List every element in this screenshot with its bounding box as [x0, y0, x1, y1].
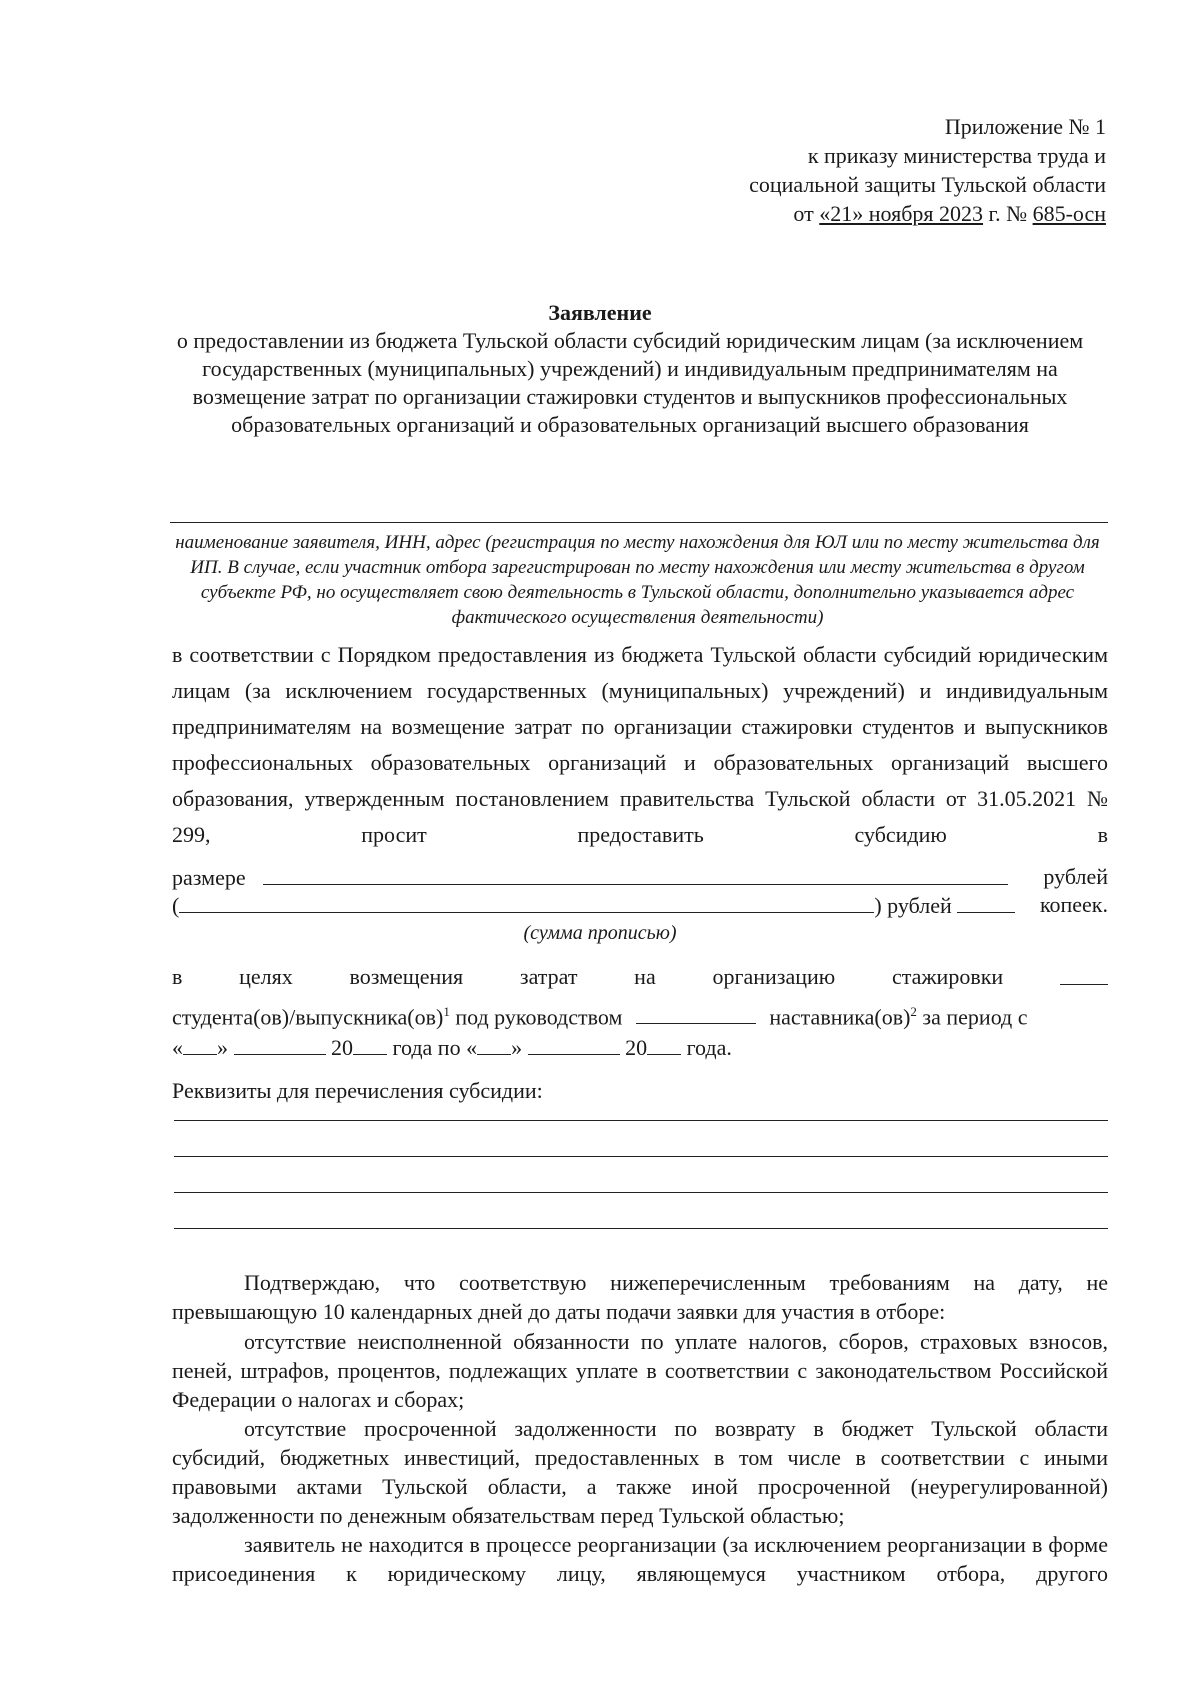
- order-number: 685-осн: [1032, 201, 1106, 226]
- close-rubles: ) рублей: [874, 893, 952, 918]
- appendix-line-1: Приложение № 1: [944, 114, 1106, 139]
- open-paren: (: [172, 893, 180, 918]
- period-line: [172, 1032, 1108, 1063]
- under-label: под руководством: [455, 1004, 623, 1030]
- period-end-label: года.: [686, 1035, 732, 1060]
- confirm-item-3: заявитель не находится в процессе реорганизации (за исключением реорганизации в форме присоединения к юридическому лицу, являющемуся участником отбора, другого: [172, 1532, 1108, 1586]
- students-label: студента(ов)/выпускника(ов): [172, 1004, 444, 1030]
- purpose-line-2: [172, 997, 1108, 1032]
- quote-open-2: «: [466, 1035, 478, 1060]
- purpose-word-4: затрат: [519, 964, 578, 989]
- start-year-blank: [353, 1032, 387, 1055]
- requisites-line-3: [174, 1192, 1108, 1193]
- amount-words-blank: [179, 890, 874, 913]
- amount-rubles-label: рублей: [1043, 864, 1108, 889]
- footnote-1: 1: [443, 1004, 450, 1019]
- mentors-label: наставника(ов): [769, 1004, 911, 1030]
- end-month-blank: [528, 1032, 620, 1055]
- purpose-line-1: [172, 962, 1108, 992]
- start-year-prefix: 20: [331, 1035, 353, 1060]
- kopecks-label: копеек.: [1039, 892, 1108, 917]
- main-paragraph: в соответствии с Порядком предоставления из бюджета Тульской области субсидий юридическим лицам (за исключением государственных (муниципальных) учреждений) и индивидуальным предпринимателям на возмещение затрат по организации стажировки студентов и выпускников профессиональных образовательных организаций и образовательных организаций высшего образования, утвержденным постановлением правительства Тульской области от 31.05.2021 № 299, просит предоставить субсидию в: [172, 642, 1108, 847]
- period-to-label: года по: [392, 1035, 461, 1060]
- start-day-blank: [183, 1032, 217, 1055]
- purpose-word-3: возмещения: [349, 964, 464, 989]
- purpose-word-7: стажировки: [891, 964, 1004, 989]
- date-prefix: от: [793, 201, 820, 226]
- period-label: за период с: [922, 1004, 1028, 1030]
- start-month-blank: [234, 1032, 326, 1055]
- confirm-item-2: отсутствие просроченной задолженности по возврату в бюджет Тульской области субсидий, бюджетных инвестиций, предоставленных в том числе в соответствии с иными правовыми актами Тульской области, а также иной просроченной (неурегулированной) задолженности по денежным обязательствам перед Тульской областью;: [172, 1416, 1108, 1528]
- mentors-count-blank: [636, 1001, 756, 1024]
- requisites-line-1: [174, 1120, 1108, 1121]
- order-date: «21» ноября 2023: [819, 201, 984, 226]
- quote-close-1: »: [217, 1035, 228, 1060]
- students-count-blank: [1060, 962, 1108, 985]
- amount-words-line: [172, 890, 1108, 921]
- confirm-intro: Подтверждаю, что соответствую нижеперечисленным требованиям на дату, не превышающую 10 календарных дней до даты подачи заявки для участия в отборе:: [172, 1270, 1108, 1324]
- purpose-word-1: в: [172, 964, 183, 989]
- end-year-prefix: 20: [625, 1035, 648, 1060]
- quote-open-1: «: [172, 1035, 183, 1060]
- requisites-line-4: [174, 1228, 1108, 1229]
- end-day-blank: [477, 1032, 511, 1055]
- purpose-word-6: организацию: [712, 964, 836, 989]
- requisites-label: Реквизиты для перечисления субсидии:: [172, 1078, 543, 1103]
- number-prefix: г. №: [983, 201, 1033, 226]
- appendix-date-line: [749, 199, 1106, 228]
- appendix-line-3: социальной защиты Тульской области: [749, 172, 1106, 197]
- amount-caption: (сумма прописью): [523, 922, 677, 944]
- footnote-2: 2: [910, 1004, 917, 1019]
- requisites-line-2: [174, 1156, 1108, 1157]
- purpose-word-5: на: [634, 964, 656, 989]
- applicant-note: наименование заявителя, ИНН, адрес (регистрация по месту нахождения для ЮЛ или по месту жительства для ИП. В случае, если участник отбора зарегистрирован по месту нахождения или месту жительства в другом субъекте РФ, но осуществляет свою деятельность в Тульской области, дополнительно указывается адрес фактического осуществления деятельности): [175, 532, 1100, 628]
- appendix-header: [749, 112, 1106, 228]
- amount-line: [172, 862, 1108, 893]
- applicant-name-line: [170, 522, 1108, 523]
- document-title: Заявление: [548, 300, 652, 325]
- quote-close-2: »: [511, 1035, 523, 1060]
- amount-digits-blank: [263, 862, 1008, 885]
- confirm-item-1: отсутствие неисполненной обязанности по уплате налогов, сборов, страховых взносов, пеней, штрафов, процентов, подлежащих уплате в соответствии с законодательством Российской Федерации о налогах и сборах;: [172, 1329, 1108, 1412]
- appendix-line-2: к приказу министерства труда и: [807, 143, 1106, 168]
- kopecks-blank: [957, 890, 1015, 913]
- document-subtitle: о предоставлении из бюджета Тульской области субсидий юридическим лицам (за исключением государственных (муниципальных) учреждений) и индивидуальным предпринимателям на возмещение затрат по организации стажировки студентов и выпускников профессиональных образовательных организаций и образовательных организаций высшего образования: [176, 328, 1084, 437]
- end-year-blank: [647, 1032, 681, 1055]
- purpose-word-2: целях: [239, 964, 293, 989]
- amount-size-label: размере: [172, 865, 246, 890]
